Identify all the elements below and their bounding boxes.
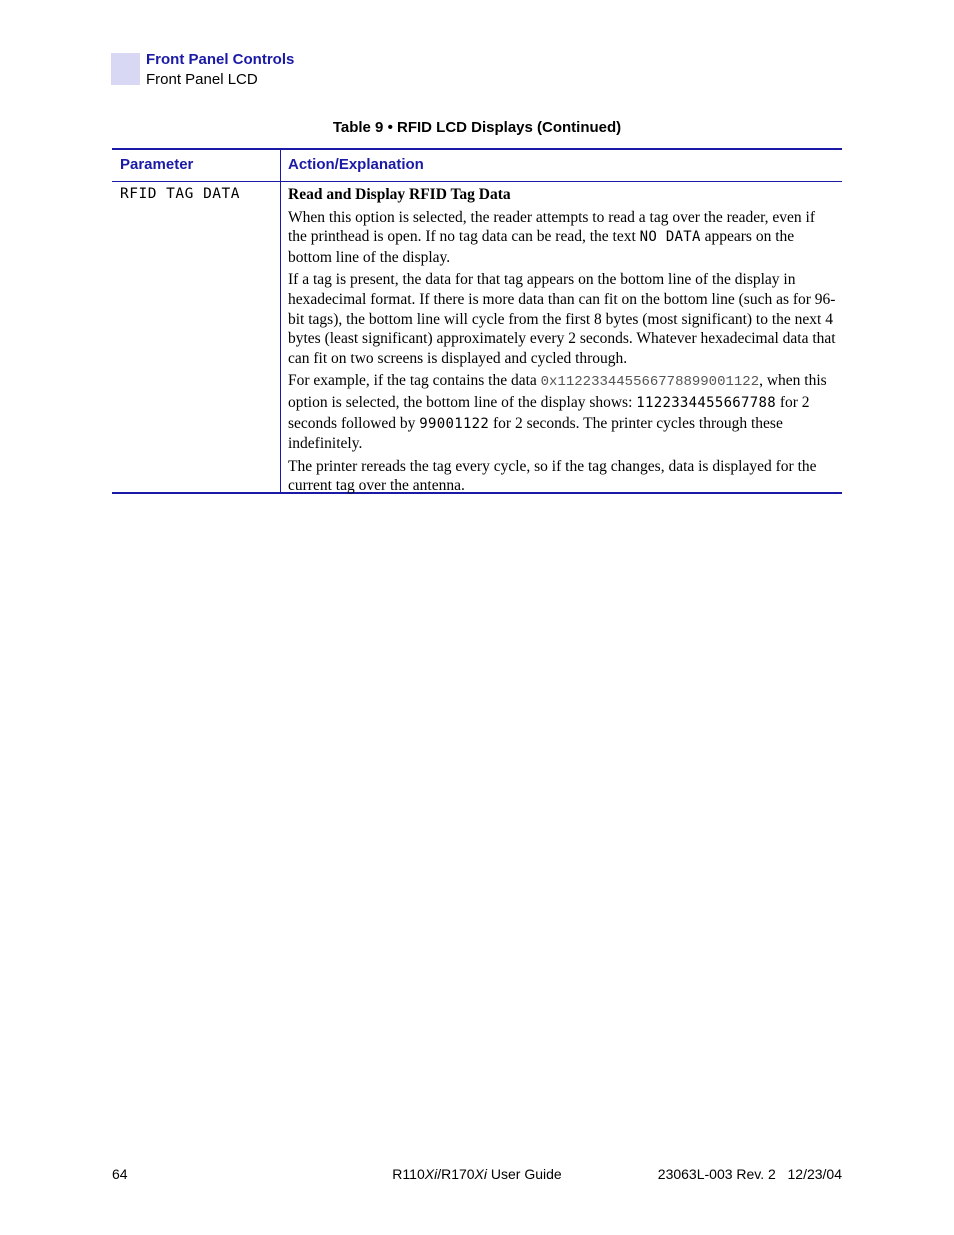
guide-title-italic: Xi <box>474 1166 487 1182</box>
table-caption: Table 9 • RFID LCD Displays (Continued) <box>332 119 622 136</box>
paragraph-3-text-c: for 2 seconds followed by <box>288 393 810 432</box>
table-top-rule <box>112 148 842 150</box>
paragraph-1-text-b: appears on the bottom line of the display. <box>288 228 795 266</box>
row-title: Read and Display RFID Tag Data <box>288 186 511 203</box>
table-column-divider <box>280 149 281 493</box>
paragraph-1 <box>288 208 836 268</box>
lcd-second-screen: 99001122 <box>419 415 490 432</box>
paragraph-4: The printer rereads the tag every cycle, so if the tag changes, data is displayed for the current tag over the antenna. <box>288 457 817 495</box>
header-tab-marker <box>111 53 140 85</box>
tag-data-example: 0x112233445566778899001122 <box>540 374 760 391</box>
paragraph-1-text-a: When this option is selected, the reader attempts to read a tag over the reader, even if the printhead is open. If no tag data can be read, the text <box>288 208 816 246</box>
parameter-rfid-tag-data: RFID TAG DATA <box>120 186 240 202</box>
paragraph-2: If a tag is present, the data for that tag appears on the bottom line of the display in hexadecimal format. If there is more data than can fit on the bottom line (such as for 96-bit tags), the bottom line will cycle from the first 8 bytes (most significant) to the next 4 bytes (least significant) approximately every 2 seconds. Whatever hexadecimal data that can fit on two screens is displayed and cycled through. <box>288 271 836 367</box>
guide-title-part: R110 <box>392 1166 425 1182</box>
column-header-parameter: Parameter <box>120 156 194 173</box>
paragraph-3-text-a: For example, if the tag contains the data <box>288 372 541 390</box>
paragraph-3-text-b: , when this option is selected, the bottom line of the display shows: <box>288 372 827 411</box>
section-title: Front Panel Controls <box>146 51 295 68</box>
lcd-no-data: NO DATA <box>639 229 701 246</box>
paragraph-3 <box>288 371 836 453</box>
page-number: 64 <box>112 1166 128 1182</box>
lcd-first-screen: 1122334455667788 <box>636 394 776 411</box>
document-revision: 23063L-003 Rev. 2 12/23/04 <box>657 1166 842 1182</box>
guide-title-part: User Guide <box>487 1166 562 1182</box>
paragraph-3-text-d: for 2 seconds. The printer cycles through these indefinitely. <box>288 414 783 453</box>
subsection-title: Front Panel LCD <box>146 71 258 88</box>
table-header-rule <box>112 181 842 182</box>
action-explanation-cell <box>288 185 836 499</box>
guide-title-part: /R170 <box>437 1166 475 1182</box>
column-header-action: Action/Explanation <box>288 156 424 173</box>
rfid-lcd-table <box>112 148 842 494</box>
guide-title-italic: Xi <box>424 1166 438 1182</box>
